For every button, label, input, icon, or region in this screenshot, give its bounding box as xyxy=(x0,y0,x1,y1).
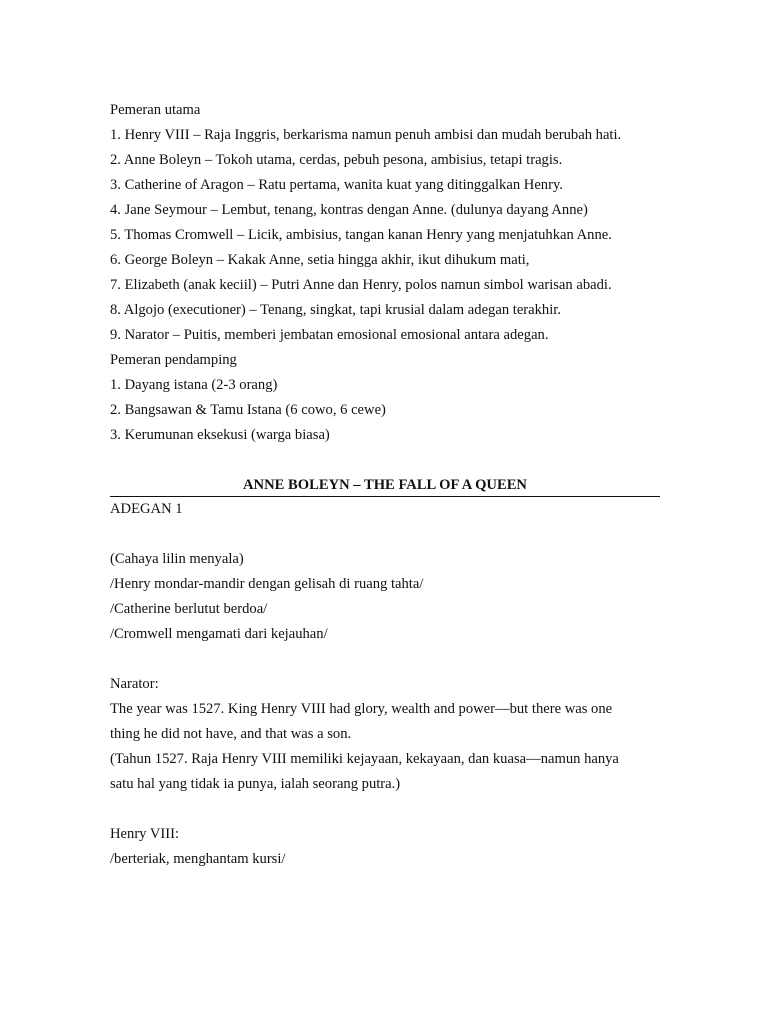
main-cast-item: 6. George Boleyn – Kakak Anne, setia hingga akhir, ikut dihukum mati, xyxy=(110,252,530,268)
narrator-line: The year was 1527. King Henry VIII had glory, wealth and power—but there was one xyxy=(110,701,613,717)
supporting-cast-heading: Pemeran pendamping xyxy=(110,352,237,368)
narrator-label: Narator: xyxy=(110,676,159,692)
scene-heading: ADEGAN 1 xyxy=(110,501,183,517)
supporting-cast-item: 2. Bangsawan & Tamu Istana (6 cowo, 6 cewe) xyxy=(110,402,386,418)
main-cast-item: 3. Catherine of Aragon – Ratu pertama, wanita kuat yang ditinggalkan Henry. xyxy=(110,177,563,193)
stage-direction: /Henry mondar-mandir dengan gelisah di ruang tahta/ xyxy=(110,576,424,592)
main-cast-item: 9. Narator – Puitis, memberi jembatan emosional emosional antara adegan. xyxy=(110,327,549,343)
spacer xyxy=(110,797,660,822)
henry-label: Henry VIII: xyxy=(110,826,180,842)
narrator-line: thing he did not have, and that was a son. xyxy=(110,726,352,742)
main-cast-item: 5. Thomas Cromwell – Licik, ambisius, tangan kanan Henry yang menjatuhkan Anne. xyxy=(110,227,612,243)
narrator-translation: satu hal yang tidak ia punya, ialah seorang putra.) xyxy=(110,776,401,792)
spacer xyxy=(110,647,660,672)
stage-direction: /Catherine berlutut berdoa/ xyxy=(110,601,268,617)
play-title: ANNE BOLEYN – THE FALL OF A QUEEN xyxy=(243,477,527,493)
narrator-translation: (Tahun 1527. Raja Henry VIII memiliki kejayaan, kekayaan, dan kuasa—namun hanya xyxy=(110,751,619,767)
spacer xyxy=(110,522,660,547)
main-cast-item: 7. Elizabeth (anak keciil) – Putri Anne dan Henry, polos namun simbol warisan abadi. xyxy=(110,277,612,293)
main-cast-heading: Pemeran utama xyxy=(110,102,201,118)
stage-direction: /Cromwell mengamati dari kejauhan/ xyxy=(110,626,328,642)
supporting-cast-item: 3. Kerumunan eksekusi (warga biasa) xyxy=(110,427,330,443)
main-cast-item: 2. Anne Boleyn – Tokoh utama, cerdas, pebuh pesona, ambisius, tetapi tragis. xyxy=(110,152,563,168)
document-page xyxy=(110,98,660,872)
henry-direction: /berteriak, menghantam kursi/ xyxy=(110,851,286,867)
main-cast-item: 8. Algojo (executioner) – Tenang, singkat, tapi krusial dalam adegan terakhir. xyxy=(110,302,561,318)
main-cast-item: 4. Jane Seymour – Lembut, tenang, kontras dengan Anne. (dulunya dayang Anne) xyxy=(110,202,588,218)
stage-direction: (Cahaya lilin menyala) xyxy=(110,551,244,567)
main-cast-item: 1. Henry VIII – Raja Inggris, berkarisma namun penuh ambisi dan mudah berubah hati. xyxy=(110,127,622,143)
supporting-cast-item: 1. Dayang istana (2-3 orang) xyxy=(110,377,278,393)
